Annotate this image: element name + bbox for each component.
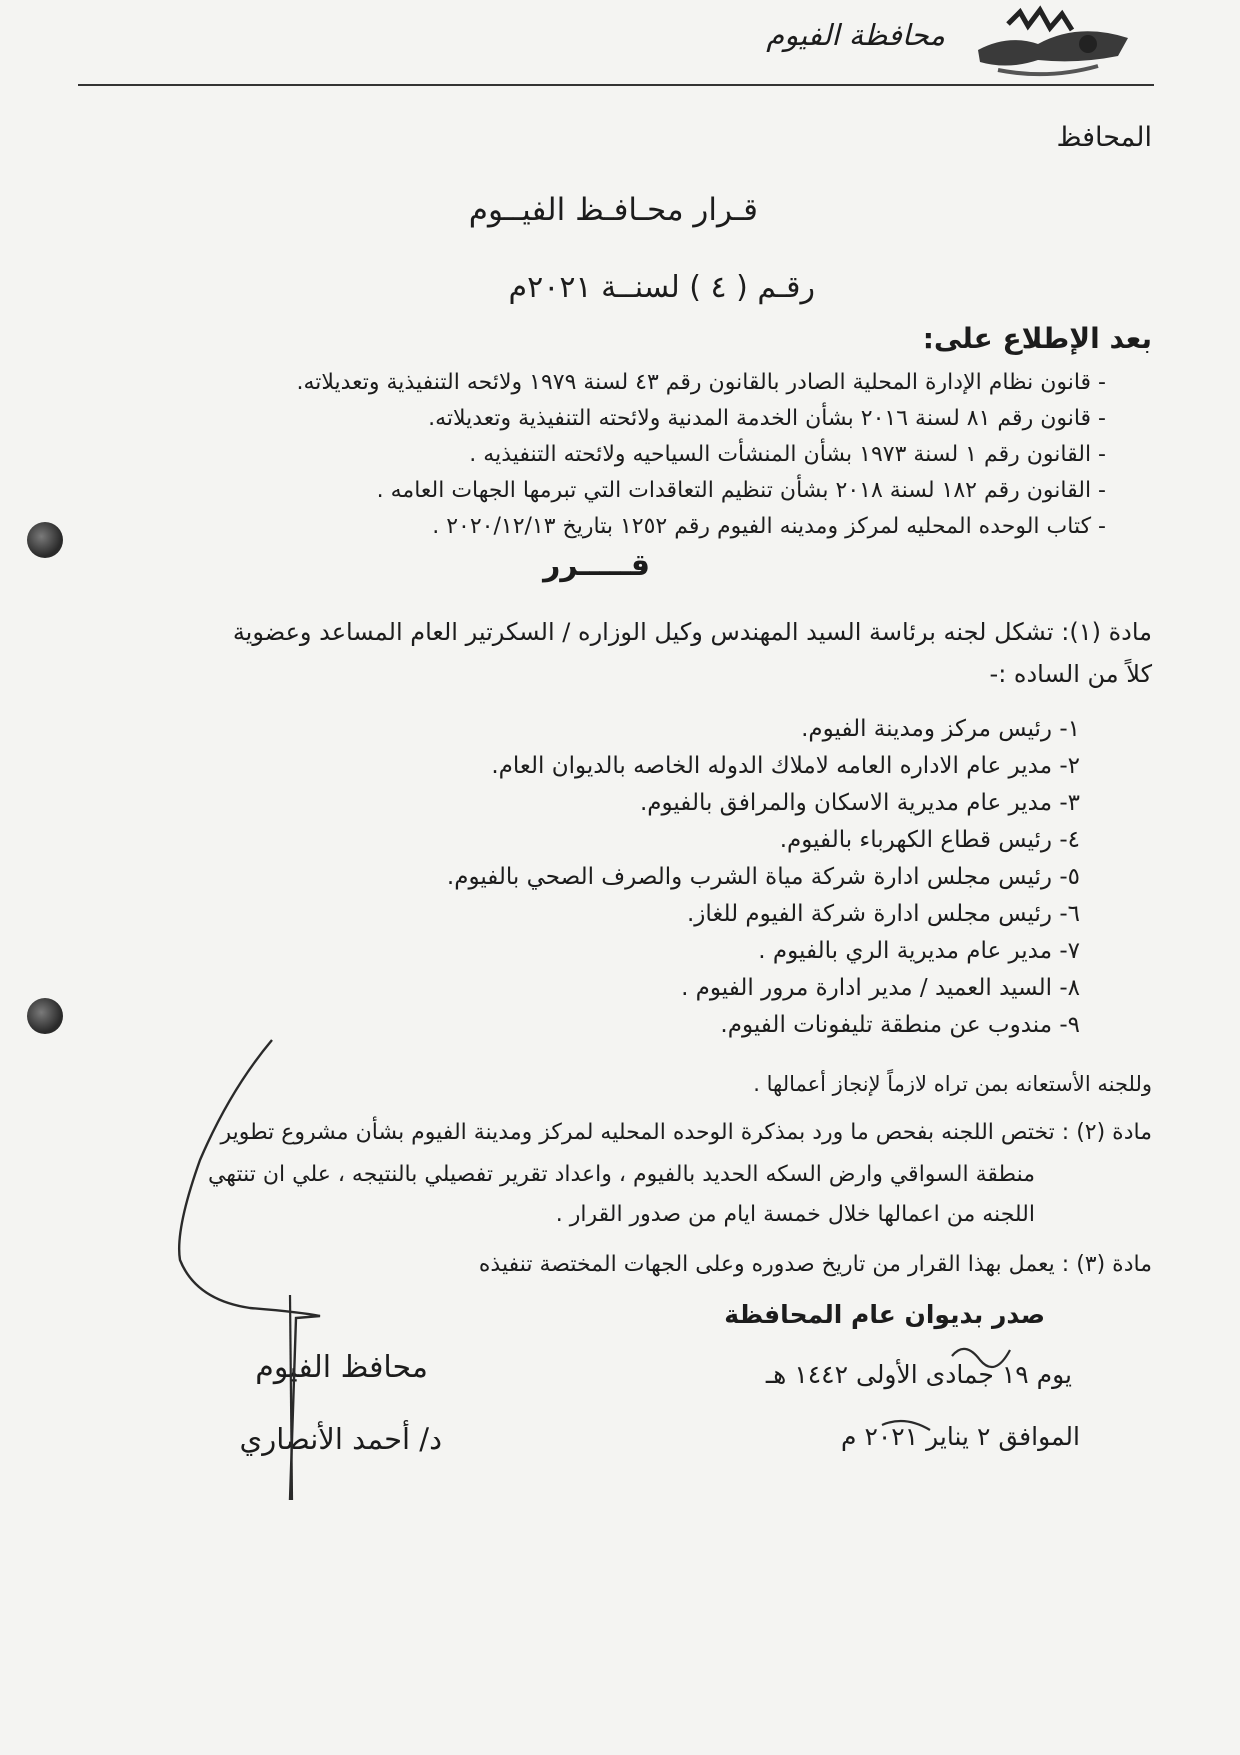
committee-member: ٥- رئيس مجلس ادارة شركة مياة الشرب والصرف الصحي بالفيوم. (446, 864, 1080, 890)
committee-assistance-note: وللجنه الأستعانه بمن تراه لازماً لإنجاز أعمالها . (753, 1072, 1152, 1096)
preamble-intro: بعد الإطلاع على: (922, 322, 1152, 355)
issued-at: صدر بديوان عام المحافظة (724, 1300, 1045, 1329)
article-1-text: كلاً من الساده :- (989, 660, 1152, 688)
reference-item: - القانون رقم ١ لسنة ١٩٧٣ بشأن المنشأت السياحيه ولائحته التنفيذيه . (469, 442, 1106, 467)
article-3-text: مادة (٣) : يعمل بهذا القرار من تاريخ صدوره وعلى الجهات المختصة تنفيذه (478, 1252, 1152, 1277)
article-1-text: مادة (١): تشكل لجنه برئاسة السيد المهندس وكيل الوزاره / السكرتير العام المساعد وعضوية (232, 618, 1152, 646)
reference-item: - القانون رقم ١٨٢ لسنة ٢٠١٨ بشأن تنظيم التعاقدات التي تبرمها الجهات العامه . (376, 478, 1106, 503)
reference-item: - قانون نظام الإدارة المحلية الصادر بالقانون رقم ٤٣ لسنة ١٩٧٩ ولائحه التنفيذية وتعديلاته. (296, 370, 1106, 395)
punch-hole (27, 522, 63, 558)
punch-hole (27, 998, 63, 1034)
governor-name: د/ أحمد الأنصاري (239, 1422, 442, 1456)
committee-member: ٧- مدير عام مديرية الري بالفيوم . (758, 938, 1080, 964)
committee-member: ٩- مندوب عن منطقة تليفونات الفيوم. (720, 1012, 1080, 1038)
committee-member: ٣- مدير عام مديرية الاسكان والمرافق بالفيوم. (639, 790, 1080, 816)
header-divider (78, 84, 1154, 86)
committee-member: ٤- رئيس قطاع الكهرباء بالفيوم. (779, 827, 1080, 853)
governorate-name: محافظة الفيوم (766, 18, 945, 52)
decree-title: قـرار محـافـظ الفيــوم (468, 192, 758, 228)
office-title: المحافظ (1056, 122, 1152, 153)
committee-member: ٨- السيد العميد / مدير ادارة مرور الفيوم . (681, 975, 1080, 1001)
reference-item: - كتاب الوحده المحليه لمركز ومدينه الفيوم رقم ١٢٥٢ بتاريخ ٢٠٢٠/١٢/١٣ . (432, 514, 1106, 539)
governor-title: محافظ الفيوم (255, 1350, 428, 1385)
article-2-text: مادة (٢) : تختص اللجنه بفحص ما ورد بمذكرة الوحده المحليه لمركز ومدينة الفيوم بشأن مشروع تطوير (220, 1120, 1152, 1145)
committee-member: ١- رئيس مركز ومدينة الفيوم. (801, 716, 1080, 742)
hijri-date: يوم ١٩ جمادى الأولى ١٤٤٢ هـ (765, 1360, 1072, 1389)
decides-heading: قـــــرر (543, 548, 650, 583)
governorate-emblem-icon (968, 4, 1138, 80)
committee-member: ٦- رئيس مجلس ادارة شركة الفيوم للغاز. (686, 901, 1080, 927)
article-2-text: منطقة السواقي وارض السكه الحديد بالفيوم ، واعداد تقرير تفصيلي بالنتيجه ، علي ان تنتهي (207, 1162, 1035, 1187)
article-2-text: اللجنه من اعمالها خلال خمسة ايام من صدور القرار . (555, 1202, 1035, 1227)
gregorian-date: الموافق ٢ يناير ٢٠٢١ م (841, 1422, 1080, 1451)
decree-number: رقـم ( ٤ ) لسنــة ٢٠٢١م (508, 270, 815, 305)
reference-item: - قانون رقم ٨١ لسنة ٢٠١٦ بشأن الخدمة المدنية ولائحته التنفيذية وتعديلاته. (428, 406, 1106, 431)
committee-member: ٢- مدير عام الاداره العامه لاملاك الدوله الخاصه بالديوان العام. (491, 753, 1080, 779)
